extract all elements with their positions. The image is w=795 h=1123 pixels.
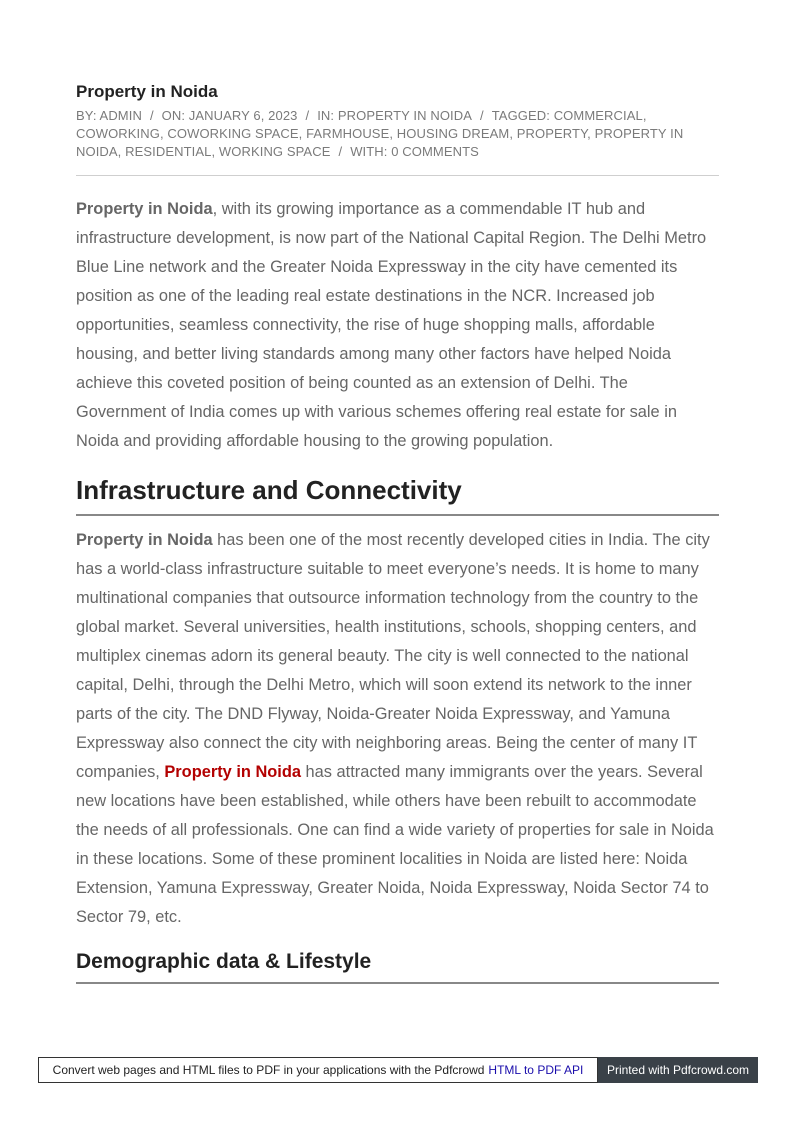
meta-tag-link[interactable]: COWORKING SPACE <box>167 126 299 141</box>
meta-tag-link[interactable]: HOUSING DREAM <box>396 126 510 141</box>
post-meta: BY: ADMIN / ON: JANUARY 6, 2023 / IN: PROPERTY IN NOIDA / TAGGED: COMMERCIAL, COWORKING, COWORKING SPACE, FARMHOUSE, HOUSING DREAM, PROPERTY, PROPERTY IN NOIDA, RESIDENTIAL, WORKING SPACE / WITH: 0 COMMENTS <box>76 107 719 176</box>
footer-text: Convert web pages and HTML files to PDF in your applications with the Pdfcrowd <box>52 1063 485 1077</box>
section-heading-demographic: Demographic data & Lifestyle <box>76 948 719 984</box>
article <box>76 80 719 984</box>
meta-tag-link[interactable]: FARMHOUSE <box>306 126 390 141</box>
meta-in-label: IN: <box>317 108 335 123</box>
infrastructure-lead: Property in Noida <box>76 531 213 549</box>
intro-text: , with its growing importance as a commendable IT hub and infrastructure development, is now part of the National Capital Region. The Delhi Metro Blue Line network and the Greater Noida Expressway in the city have cemented its position as one of the leading real estate destinations in the NCR. Increased job opportunities, seamless connectivity, the rise of huge shopping malls, affordable housing, and better living standards among many other factors have helped Noida achieve this coveted position of being counted as an extension of Delhi. The Government of India comes up with various schemes offering real estate for sale in Noida and providing affordable housing to the growing population. <box>76 200 707 450</box>
meta-separator: / <box>305 108 310 123</box>
meta-tag-link[interactable]: COMMERCIAL <box>553 108 643 123</box>
meta-by-label: BY: <box>76 108 97 123</box>
pdfcrowd-footer <box>38 1057 758 1083</box>
footer-badge[interactable]: Printed with Pdfcrowd.com <box>598 1057 758 1083</box>
meta-tag-link[interactable]: COWORKING <box>76 126 160 141</box>
meta-date: JANUARY 6, 2023 <box>188 108 298 123</box>
meta-tagged-label: TAGGED: <box>491 108 550 123</box>
infrastructure-text-a: has been one of the most recently developed cities in India. The city has a world-class infrastructure suitable to meet everyone’s needs. It is home to many multinational companies that outsource information technology from the country to the global market. Several universities, health institutions, schools, shopping centers, and multiplex cinemas adorn its general beauty. The city is well connected to the national capital, Delhi, through the Delhi Metro, which will soon extend its network to the inner parts of the city. The DND Flyway, Noida-Greater Noida Expressway, and Yamuna Expressway also connect the city with neighboring areas. Being the center of many IT companies, <box>76 531 710 781</box>
meta-separator: / <box>480 108 484 123</box>
meta-tag-link[interactable]: PROPERTY <box>516 126 588 141</box>
footer-message <box>38 1057 598 1083</box>
meta-comments-link[interactable]: 0 COMMENTS <box>391 144 479 159</box>
infrastructure-text-b: has attracted many immigrants over the years. Several new locations have been established, while others have been rebuilt to accommodate the needs of all professionals. One can find a wide variety of properties for sale in Noida in these locations. Some of these prominent localities in Noida are listed here: Noida Extension, Yamuna Expressway, Greater Noida, Noida Expressway, Noida Sector 74 to Sector 79, etc. <box>76 763 714 926</box>
meta-separator: / <box>149 108 154 123</box>
meta-author-link[interactable]: ADMIN <box>99 108 142 123</box>
meta-separator: / <box>338 144 343 159</box>
intro-paragraph <box>76 195 719 456</box>
meta-with-label: WITH: <box>350 144 388 159</box>
meta-category-link[interactable]: PROPERTY IN NOIDA <box>337 108 472 123</box>
property-in-noida-link[interactable]: Property in Noida <box>164 763 301 781</box>
section-heading-infrastructure: Infrastructure and Connectivity <box>76 473 719 516</box>
meta-on-label: ON: <box>161 108 186 123</box>
infrastructure-paragraph <box>76 526 719 932</box>
footer-api-link[interactable]: HTML to PDF API <box>488 1063 584 1077</box>
meta-tag-link[interactable]: WORKING SPACE <box>218 144 331 159</box>
meta-tag-link[interactable]: PROPERTY IN NOIDA <box>76 126 684 159</box>
intro-lead: Property in Noida <box>76 200 213 218</box>
post-title[interactable]: Property in Noida <box>76 82 218 101</box>
meta-tag-link[interactable]: RESIDENTIAL <box>125 144 212 159</box>
